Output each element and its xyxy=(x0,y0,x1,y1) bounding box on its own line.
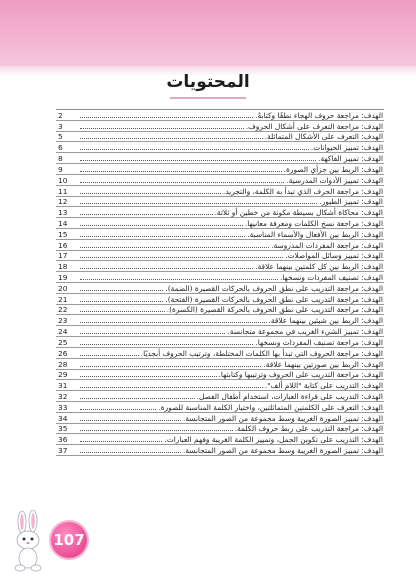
toc-row[interactable] xyxy=(56,272,384,283)
toc-row[interactable] xyxy=(56,305,384,316)
toc-row[interactable] xyxy=(56,251,384,262)
toc-row-page: 34 xyxy=(58,413,68,423)
toc-row-label: الهدف: الربط بين جزأي الصورة. xyxy=(283,164,383,174)
toc-row[interactable] xyxy=(56,240,384,251)
dot-leader xyxy=(80,116,253,118)
toc-row-label: الهدف: التدريب على كتابة "اللام ألف". xyxy=(264,381,383,391)
toc-row-label: الهدف: تمييز الحيوانات. xyxy=(310,143,383,153)
toc-row[interactable] xyxy=(56,142,384,153)
toc-row-label: الهدف: تمييز الصورة الغريبة وسط مجموعة من الصور المتجانسة. xyxy=(182,446,383,455)
toc-row-page: 29 xyxy=(58,370,68,380)
toc-row-page: 2 xyxy=(58,110,63,120)
toc-row[interactable] xyxy=(56,434,384,445)
dot-leader xyxy=(80,332,225,334)
toc-row-label: الهدف: تمييز الطيور. xyxy=(319,197,383,207)
toc-row-label: الهدف: الربط بين شيئين بينهما علاقة. xyxy=(268,316,383,326)
dot-leader xyxy=(80,170,282,172)
toc-row-page: 25 xyxy=(58,337,68,347)
toc-row-label: الهدف: مراجعة الحرف الذي تبدأ به الكلمة، والتجريد. xyxy=(222,186,383,196)
toc-row[interactable] xyxy=(56,153,384,164)
table-of-contents xyxy=(56,109,384,456)
dot-leader xyxy=(80,310,165,312)
dot-leader xyxy=(80,289,163,291)
toc-row-page: 26 xyxy=(58,348,68,358)
dot-leader xyxy=(80,202,317,204)
toc-row-page: 35 xyxy=(58,424,68,434)
toc-row-label: الهدف: مراجعة تصنيف المفردات ونسخها. xyxy=(255,337,383,347)
toc-row-page: 24 xyxy=(58,327,68,337)
toc-row-label: الهدف: مراجعة نسخ الكلمات ومعرفة معانيها. xyxy=(244,218,383,228)
dot-leader xyxy=(80,429,233,431)
page-number-badge: 107 xyxy=(51,522,87,558)
dot-leader xyxy=(80,354,139,356)
toc-row[interactable] xyxy=(56,348,384,359)
toc-row[interactable] xyxy=(56,424,384,435)
dot-leader xyxy=(80,365,261,367)
toc-row-label: الهدف: تمييز الفاكهة. xyxy=(318,154,383,164)
toc-row[interactable] xyxy=(56,359,384,370)
toc-row[interactable] xyxy=(56,326,384,337)
toc-row[interactable] xyxy=(56,337,384,348)
toc-row[interactable] xyxy=(56,370,384,381)
toc-row-page: 16 xyxy=(58,240,68,250)
toc-row[interactable] xyxy=(56,121,384,132)
dot-leader xyxy=(80,246,269,248)
toc-row-label: الهدف: مراجعة التدريب على نطق الحروف بالحركة القصيرة (الكسرة). xyxy=(166,305,383,315)
toc-row-page: 3 xyxy=(58,121,63,131)
dot-leader xyxy=(80,127,244,129)
toc-row-label: الهدف: تمييز الشيء الغريب في مجموعة متجانسة. xyxy=(227,327,383,337)
dot-leader xyxy=(80,137,263,139)
toc-row[interactable] xyxy=(56,197,384,208)
toc-row-page: 22 xyxy=(58,305,68,315)
bunny-mascot-icon xyxy=(6,510,50,572)
dot-leader xyxy=(80,440,162,442)
toc-row[interactable] xyxy=(56,294,384,305)
toc-row-page: 28 xyxy=(58,359,68,369)
toc-row-page: 19 xyxy=(58,273,68,282)
dot-leader xyxy=(80,408,156,410)
toc-row-page: 5 xyxy=(58,132,63,142)
toc-row-page: 21 xyxy=(58,294,68,304)
dot-leader xyxy=(80,278,278,280)
toc-row-page: 33 xyxy=(58,402,68,412)
toc-row-label: الهدف: الربط بين الأفعال والأسماء المناسبة. xyxy=(247,229,383,239)
toc-row-page: 13 xyxy=(58,208,68,218)
toc-row[interactable] xyxy=(56,315,384,326)
dot-leader xyxy=(80,397,195,399)
toc-row-label: الهدف: التعرف على الكلمتين المتماثلتين، واختيار الكلمة المناسبة للصورة. xyxy=(158,402,383,412)
toc-row[interactable] xyxy=(56,132,384,143)
toc-row-page: 15 xyxy=(58,229,68,239)
dot-leader xyxy=(80,343,253,345)
dot-leader xyxy=(80,159,316,161)
toc-row[interactable] xyxy=(56,413,384,424)
toc-row-label: الهدف: مراجعة التدريب على نطق الحروف بالحركات القصيرة (الفتحة). xyxy=(165,294,383,304)
toc-row-page: 14 xyxy=(58,218,68,228)
dot-leader xyxy=(80,224,243,226)
toc-row-label: الهدف: التدريب على قراءة العبارات، استخدام أطفال الفصل. xyxy=(196,391,383,401)
toc-row-label: الهدف: مراجعة حروف الهجاء نطقًا وكتابةً. xyxy=(255,110,383,120)
toc-row-page: 10 xyxy=(58,175,68,185)
page-title: المحتويات xyxy=(166,72,250,92)
toc-row-label: الهدف: مراجعة التدريب على ربط حروف الكلمة. xyxy=(234,424,383,434)
dot-leader xyxy=(80,300,163,302)
toc-row-label: الهدف: مراجعة المفردات المدروسة. xyxy=(271,240,383,250)
toc-row-label: الهدف: مراجعة التدريب على الحروف وترتيبها وكتابتها. xyxy=(218,370,383,380)
dot-leader xyxy=(80,256,283,258)
toc-row-label: الهدف: تمييز الصورة الغريبة وسط مجموعة من الصور المتجانسة. xyxy=(182,413,383,423)
toc-row[interactable] xyxy=(56,229,384,240)
toc-row[interactable] xyxy=(56,207,384,218)
toc-row-page: 37 xyxy=(58,446,68,455)
toc-row-page: 20 xyxy=(58,283,68,293)
toc-row[interactable] xyxy=(56,218,384,229)
toc-row-label: الهدف: محاكاة أشكال بسيطة مكونة من خطين أو ثلاثة. xyxy=(214,208,383,218)
toc-row[interactable] xyxy=(56,445,384,456)
toc-row[interactable] xyxy=(56,380,384,391)
toc-row[interactable] xyxy=(56,175,384,186)
toc-row[interactable] xyxy=(56,110,384,121)
toc-row-page: 17 xyxy=(58,251,68,261)
dot-leader xyxy=(80,451,181,453)
toc-row-page: 11 xyxy=(58,186,68,196)
dot-leader xyxy=(80,321,267,323)
toc-row-label: الهدف: مراجعة التعرف على أشكال الحروف. xyxy=(245,121,383,131)
toc-row[interactable] xyxy=(56,402,384,413)
dot-leader xyxy=(80,386,263,388)
toc-row-label: الهدف: مراجعة التدريب على نطق الحروف بالحركات القصيرة (الضمة). xyxy=(165,283,383,293)
dot-leader xyxy=(80,267,253,269)
toc-row[interactable] xyxy=(56,186,384,197)
title-underline xyxy=(170,97,246,99)
dot-leader xyxy=(80,375,217,377)
dot-leader xyxy=(80,419,181,421)
toc-row-page: 18 xyxy=(58,262,68,272)
toc-row-page: 32 xyxy=(58,391,68,401)
toc-row-label: الهدف: الربط بين صورتين بينهما علاقة. xyxy=(263,359,383,369)
dot-leader xyxy=(80,213,213,215)
toc-row-label: الهدف: تصنيف المفردات ونسخها. xyxy=(279,273,383,282)
toc-row-label: الهدف: التدريب على تكوين الجمل، وتمييز الكلمة الغريبة وفهم العبارات. xyxy=(164,435,383,445)
toc-row-page: 9 xyxy=(58,164,63,174)
toc-row-page: 6 xyxy=(58,143,63,153)
toc-row-label: الهدف: التعرف على الأشكال المتماثلة. xyxy=(264,132,383,142)
toc-row-page: 12 xyxy=(58,197,68,207)
toc-row-label: الهدف: الربط بين كل كلمتين بينهما علاقة. xyxy=(255,262,383,272)
top-pink-band xyxy=(0,0,416,66)
toc-row[interactable] xyxy=(56,164,384,175)
toc-row-page: 23 xyxy=(58,316,68,326)
toc-row-label: الهدف: تمييز وسائل المواصلات. xyxy=(285,251,383,261)
toc-row-label: الهدف: مراجعة الحروف التي تبدأ بها الكلمات المختلطة، وترتيب الحروف أبجديًا. xyxy=(140,348,383,358)
dot-leader xyxy=(80,235,245,237)
dot-leader xyxy=(80,148,309,150)
toc-row[interactable] xyxy=(56,391,384,402)
toc-row-label: الهدف: تمييز الأدوات المدرسية. xyxy=(286,175,383,185)
toc-row[interactable] xyxy=(56,261,384,272)
toc-row-page: 8 xyxy=(58,154,63,164)
toc-row[interactable] xyxy=(56,283,384,294)
dot-leader xyxy=(80,181,284,183)
toc-row-page: 31 xyxy=(58,381,68,391)
toc-row-page: 36 xyxy=(58,435,68,445)
dot-leader xyxy=(80,192,221,194)
